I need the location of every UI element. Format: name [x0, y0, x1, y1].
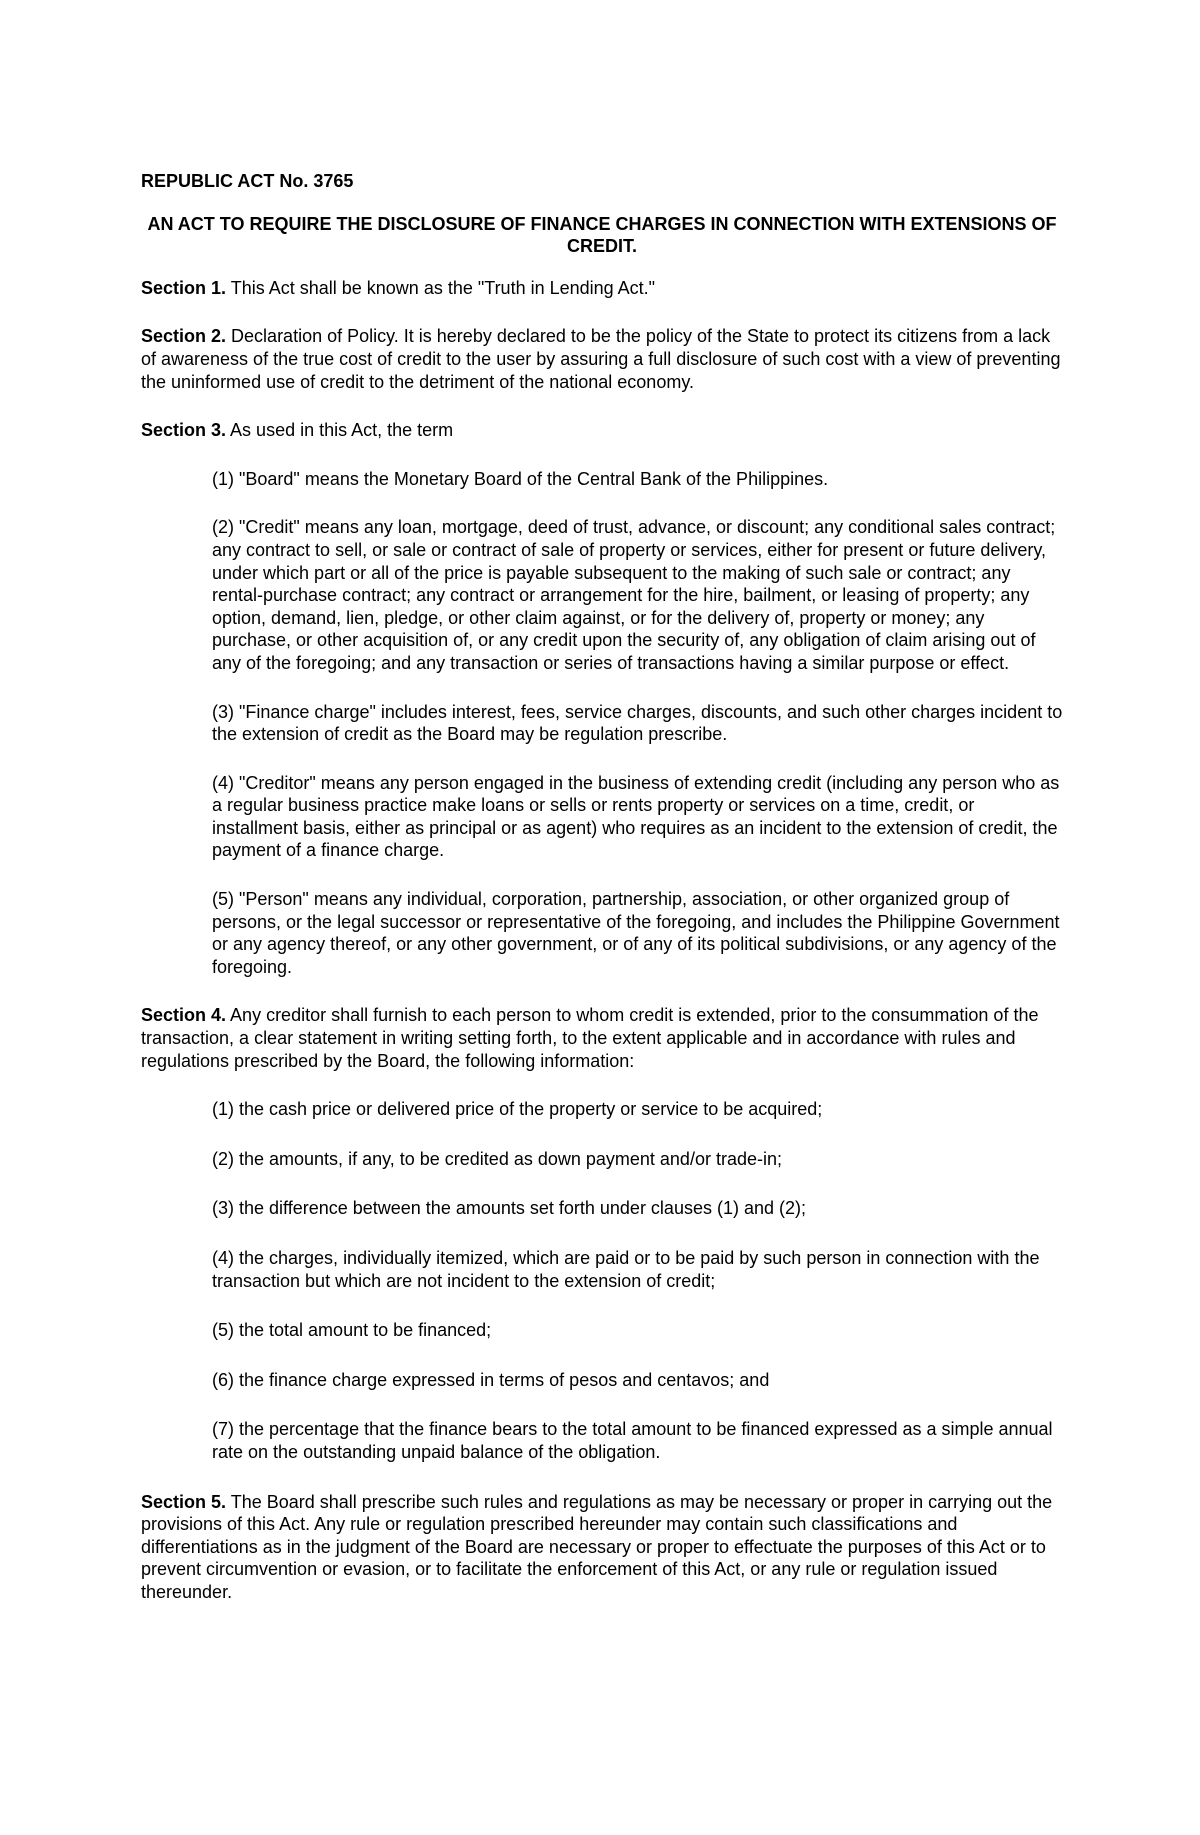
section-4-item-4: (4) the charges, individually itemized, which are paid or to be paid by such person in connection with the transaction but which are not incident to the extension of credit; — [212, 1248, 1040, 1291]
section-3-item-5: (5) "Person" means any individual, corporation, partnership, association, or other organized group of persons, or the legal successor or representative of the foregoing, and includes the Philippine Government or any agency thereof, or any other government, or of any of its political subdivisions, or any agency of the foregoing. — [212, 889, 1060, 977]
section-3-text: As used in this Act, the term — [230, 420, 454, 441]
section-4-item-5: (5) the total amount to be financed; — [212, 1320, 492, 1341]
document-page — [141, 170, 1063, 1604]
section-1 — [141, 277, 1063, 300]
section-2-label: Section 2. — [141, 326, 227, 347]
section-2 — [141, 325, 1063, 393]
act-number: REPUBLIC ACT No. 3765 — [141, 171, 354, 191]
section-3 — [141, 419, 1063, 442]
section-4-item-7: (7) the percentage that the finance bears to the total amount to be financed expressed as a simple annual rate on the outstanding unpaid balance of the obligation. — [212, 1419, 1053, 1462]
act-title: AN ACT TO REQUIRE THE DISCLOSURE OF FINANCE CHARGES IN CONNECTION WITH EXTENSIONS OF CREDIT. — [147, 213, 1057, 257]
section-4-item-3: (3) the difference between the amounts set forth under clauses (1) and (2); — [212, 1198, 806, 1219]
section-3-item-1: (1) "Board" means the Monetary Board of the Central Bank of the Philippines. — [212, 468, 829, 489]
section-5-text: The Board shall prescribe such rules and regulations as may be necessary or proper in carrying out the provisions of this Act. Any rule or regulation prescribed hereunder may contain such classifications and differentiations as in the judgment of the Board are necessary or proper to effectuate the purposes of this Act or to prevent circumvention or evasion, or to facilitate the enforcement of this Act, or any rule or regulation issued thereunder. — [141, 1491, 1053, 1602]
section-3-item-2: (2) "Credit" means any loan, mortgage, deed of trust, advance, or discount; any conditional sales contract; any contract to sell, or sale or contract of sale of property or services, either for present or future delivery, under which part or all of the price is payable subsequent to the making of such sale or contract; any rental-purchase contract; any contract or arrangement for the hire, bailment, or leasing of property; any option, demand, lien, pledge, or other claim against, or for the delivery of, property or money; any purchase, or other acquisition of, or any credit upon the security of, any obligation of claim arising out of any of the foregoing; and any transaction or series of transactions having a similar purpose or effect. — [212, 517, 1056, 673]
section-4-text: Any creditor shall furnish to each person to whom credit is extended, prior to the consummation of the transaction, a clear statement in writing setting forth, to the extent applicable and in accordance with rules and regulations prescribed by the Board, the following information: — [141, 1005, 1039, 1071]
section-2-text: Declaration of Policy. It is hereby declared to be the policy of the State to protect its citizens from a lack of awareness of the true cost of credit to the user by assuring a full disclosure of such cost with a view of preventing the uninformed use of credit to the detriment of the national economy. — [141, 326, 1061, 392]
section-5 — [141, 1491, 1063, 1604]
section-3-item-3: (3) "Finance charge" includes interest, fees, service charges, discounts, and such other charges incident to the extension of credit as the Board may be regulation prescribe. — [212, 701, 1063, 745]
section-4 — [141, 1004, 1063, 1072]
section-3-item-4: (4) "Creditor" means any person engaged in the business of extending credit (including any person who as a regular business practice make loans or sells or rents property or services on a time, credit, or installment basis, either as principal or as agent) who requires as an incident to the extension of credit, the payment of a finance charge. — [212, 772, 1060, 861]
section-4-label: Section 4. — [141, 1005, 227, 1026]
section-4-item-1: (1) the cash price or delivered price of the property or service to be acquired; — [212, 1099, 823, 1120]
section-4-item-2: (2) the amounts, if any, to be credited as down payment and/or trade-in; — [212, 1148, 782, 1169]
section-5-label: Section 5. — [141, 1491, 227, 1512]
section-1-text: This Act shall be known as the "Truth in Lending Act." — [230, 277, 656, 298]
section-4-item-6: (6) the finance charge expressed in terms of pesos and centavos; and — [212, 1369, 770, 1390]
section-3-label: Section 3. — [141, 420, 227, 441]
section-1-label: Section 1. — [141, 277, 227, 298]
